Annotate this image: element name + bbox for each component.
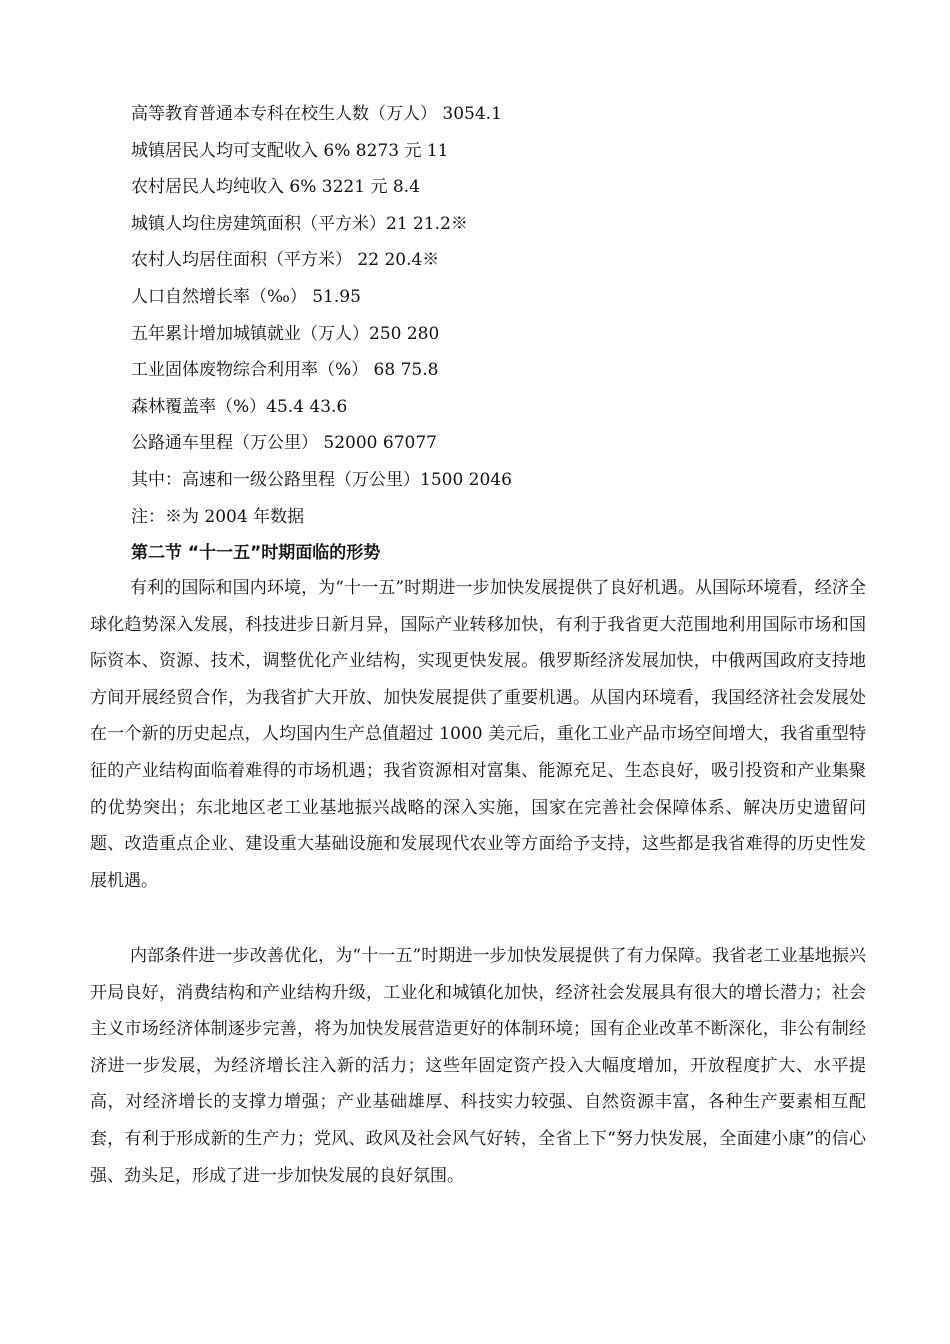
stat-line-population-growth: 人口自然增长率（‰） 51.95 [131, 286, 361, 307]
stat-line-university-students: 高等教育普通本专科在校生人数（万人） 3054.1 [131, 104, 502, 124]
statistics-list [131, 96, 891, 535]
stat-line-urban-housing-area: 城镇人均住房建筑面积（平方米）21 21.2※ [131, 213, 468, 234]
stat-line-highway-mileage: 公路通车里程（万公里） 52000 67077 [131, 433, 437, 454]
stat-line-urban-income: 城镇居民人均可支配收入 6% 8273 元 11 [131, 140, 449, 161]
stat-line-urban-employment: 五年累计增加城镇就业（万人）250 280 [131, 323, 440, 344]
section-title: 第二节 “十一五”时期面临的形势 [131, 543, 381, 563]
stat-line-solid-waste-utilization: 工业固体废物综合利用率（%） 68 75.8 [131, 360, 439, 381]
stat-line-forest-coverage: 森林覆盖率（%）45.4 43.6 [131, 396, 348, 417]
stat-line-rural-living-area: 农村人均居住面积（平方米） 22 20.4※ [131, 250, 440, 271]
body-paragraph-environment: 有利的国际和国内环境，为“十一五”时期进一步加快发展提供了良好机遇。从国际环境看，经济全球化趋势深入发展，科技进步日新月异，国际产业转移加快，有利于我省更大范围地利用国际市场和国际资本、资源、技术，调整优化产业结构，实现更快发展。俄罗斯经济发展加快，中俄两国政府支持地方间开展经贸合作，为我省扩大开放、加快发展提供了重要机遇。从国内环境看，我国经济社会发展处在一个新的历史起点，人均国内生产总值超过 1000 美元后，重化工业产品市场空间增大，我省重型特征的产业结构面临着难得的市场机遇；我省资源相对富集、能源充足、生态良好，吸引投资和产业集聚的优势突出；东北地区老工业基地振兴战略的深入实施，国家在完善社会保障体系、解决历史遗留问题、改造重点企业、建设重大基础设施和发展现代农业等方面给予支持，这些都是我省难得的历史性发展机遇。 [90, 578, 866, 891]
stat-line-expressway-mileage: 其中：高速和一级公路里程（万公里）1500 2046 [131, 469, 512, 490]
body-paragraph-internal-conditions: 内部条件进一步改善优化，为“十一五”时期进一步加快发展提供了有力保障。我省老工业基地振兴开局良好，消费结构和产业结构升级，工业化和城镇化加快，经济社会发展具有很大的增长潜力；社会主义市场经济体制逐步完善，将为加快发展营造更好的体制环境；国有企业改革不断深化，非公有制经济进一步发展，为经济增长注入新的活力；这些年固定资产投入大幅度增加，开放程度扩大、水平提高，对经济增长的支撑力增强；产业基础雄厚、科技实力较强、自然资源丰富，各种生产要素相互配套，有利于形成新的生产力；党风、政风及社会风气好转，全省上下“努力快发展，全面建小康”的信心强、劲头足，形成了进一步加快发展的良好氛围。 [90, 946, 866, 1186]
stat-line-rural-income: 农村居民人均纯收入 6% 3221 元 8.4 [131, 177, 420, 198]
stat-line-note: 注：※为 2004 年数据 [131, 506, 305, 527]
